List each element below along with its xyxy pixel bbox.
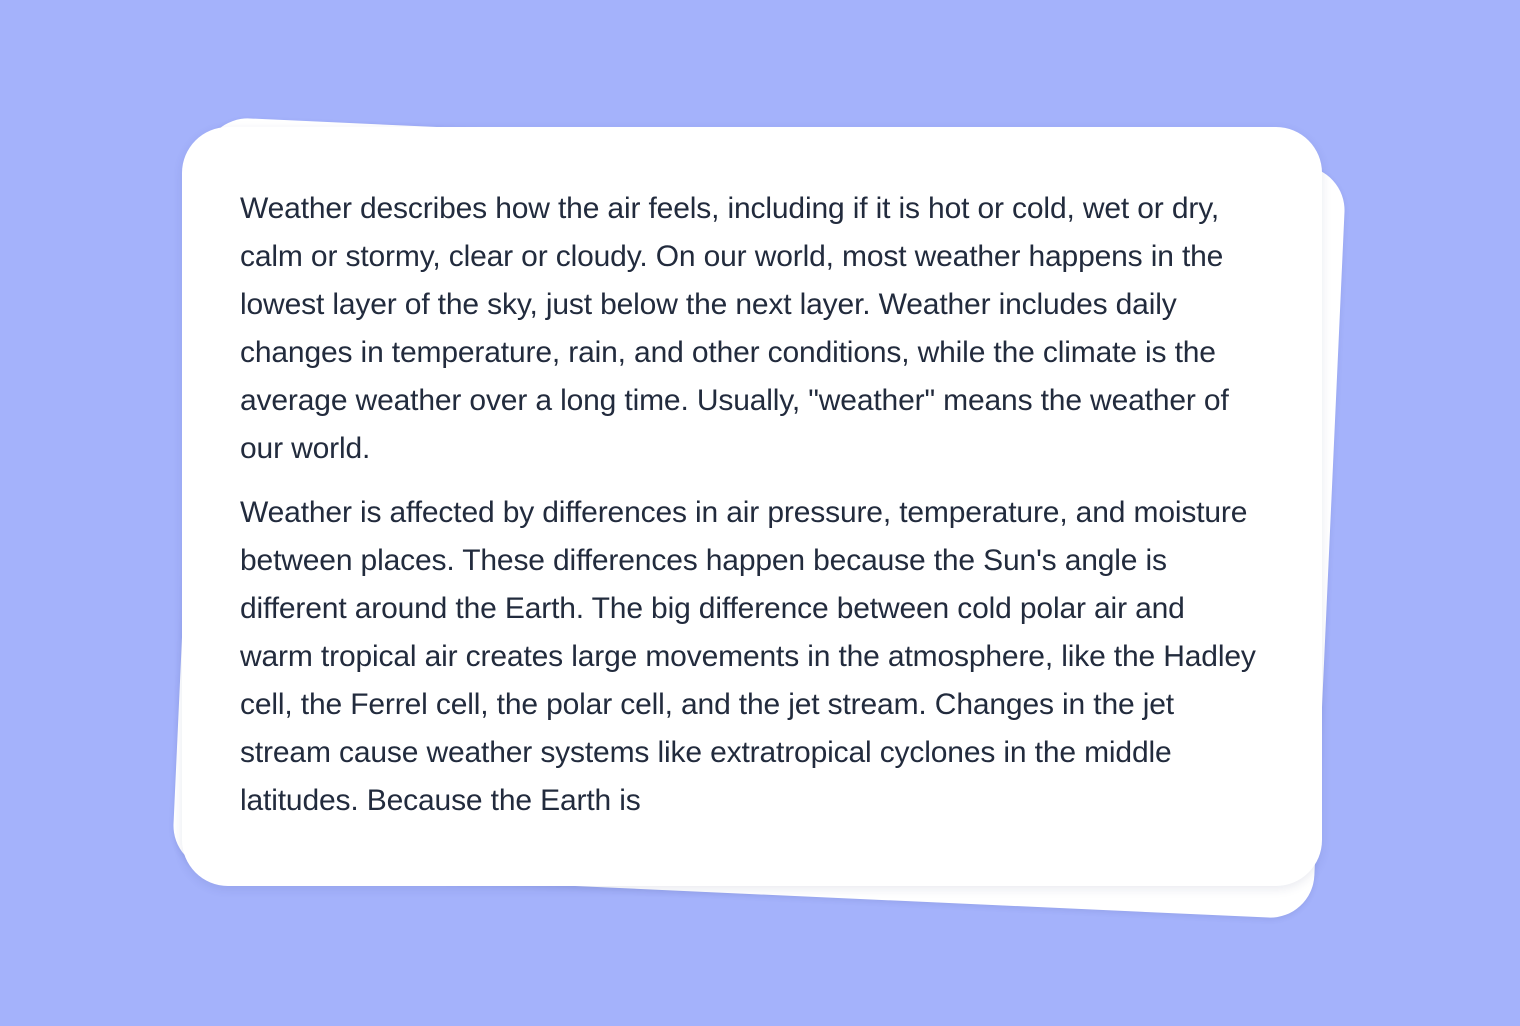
article-text (240, 185, 1262, 875)
paragraph-1: Weather describes how the air feels, including if it is hot or cold, wet or dry, calm or stormy, clear or cloudy. On our world, most weather happens in the lowest layer of the sky, just below the next layer. Weather includes daily changes in temperature, rain, and other conditions, while the climate is the average weather over a long time. Usually, "weather" means the weather of our world. (240, 192, 1229, 465)
paragraph-2: Weather is affected by differences in air pressure, temperature, and moisture between places. These differences happen because the Sun's angle is different around the Earth. The big difference between cold polar air and warm tropical air creates large movements in the atmosphere, like the Hadley cell, the Ferrel cell, the polar cell, and the jet stream. Changes in the jet stream cause weather systems like extratropical cyclones in the middle latitudes. Because the Earth is (240, 496, 1256, 817)
text-card (182, 127, 1322, 886)
